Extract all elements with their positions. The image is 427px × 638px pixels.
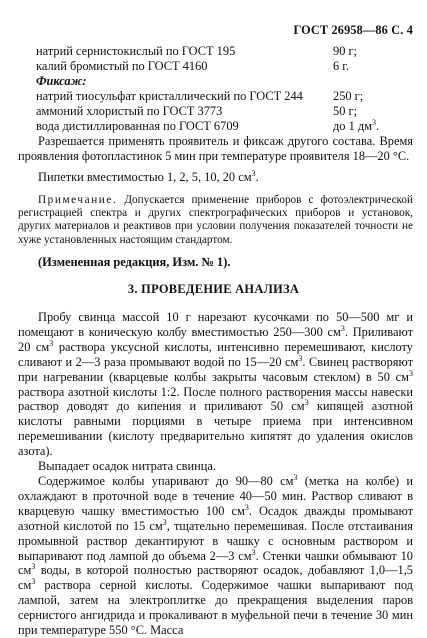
- value-text: до 1 дм: [333, 118, 373, 133]
- superscript: 3: [304, 398, 309, 408]
- paragraph-text: воды, в которой полностью растворяют осадок, добавляют 1,0—1,5 см: [18, 563, 413, 593]
- paragraph-text: Содержимое колбы упаривают до 90—80 см: [38, 473, 294, 488]
- paragraph-text: . Приливают 20 см: [18, 324, 413, 354]
- reagent-row: [36, 44, 397, 59]
- reagent-name: вода дистиллированная по ГОСТ 6709: [36, 118, 239, 133]
- reagent-value: 6 г.: [333, 58, 350, 73]
- reagent-row: [36, 104, 397, 119]
- page-header: ГОСТ 26958—86 С. 4: [293, 23, 413, 37]
- pipettes-paragraph: [18, 170, 413, 185]
- analysis-body: [18, 310, 413, 638]
- reagent-value: 90 г;: [333, 44, 358, 58]
- superscript: 3: [298, 353, 303, 363]
- paragraph-text: . Стенки чашки обмывают 10 см: [18, 548, 413, 578]
- superscript: 3: [244, 502, 249, 512]
- superscript: 3: [372, 117, 377, 127]
- paragraph: Выпадает осадок нитрата свинца.: [38, 459, 217, 474]
- superscript: 3: [31, 562, 36, 572]
- edition-note: (Измененная редакция, Изм. № 1).: [38, 255, 231, 269]
- paragraph-text: Разрешается применять проявитель и фиксаж другого состава. Время проявления фотопластинок 5 мин при температуре проявителя 18—20 °С.: [18, 134, 413, 163]
- paragraph-text: . Осадок дважды промывают азотной кислотой по 15 см: [18, 503, 413, 533]
- reagent-value: 50 г;: [333, 103, 358, 118]
- reagent-row: [36, 119, 397, 134]
- value-text: .: [376, 118, 380, 133]
- reagent-name: калий бромистый по ГОСТ 4160: [36, 58, 208, 73]
- section-title: 3. ПРОВЕДЕНИЕ АНАЛИЗА: [127, 282, 300, 296]
- reagent-row: [36, 59, 397, 74]
- superscript: 3: [49, 338, 54, 348]
- reagent-row: [36, 89, 397, 104]
- note-lead: Примечание.: [38, 194, 118, 206]
- superscript: 3: [340, 323, 345, 333]
- paragraph-text: . Свинец растворяют при нагревании (кварцевые колбы закрыты часовым стеклом) в 50 см: [18, 354, 413, 384]
- superscript: 3: [31, 577, 36, 587]
- reagent-value: 250 г;: [333, 88, 364, 103]
- reagent-name: натрий тиосульфат кристаллический по ГОСТ 244: [36, 88, 303, 103]
- paragraph-text: , тщательно перемешивая. После отстаивания промывной раствор декантируют в чашку с основным раствором и выпаривают под лампой до объема 2—3 см: [18, 518, 413, 563]
- reagent-name: аммоний хлористый по ГОСТ 3773: [36, 103, 223, 118]
- paragraph-text: Пипетки вместимостью 1, 2, 5, 10, 20 см: [38, 169, 252, 184]
- note-body: Допускается применение приборов с фотоэлектрической регистрацией спектра и других спектрографических приборов и установок, других материалов и реактивов при условии получения показателей точности не хуже установленных настоящим стандартом.: [18, 194, 413, 246]
- note-text: [18, 194, 413, 247]
- superscript: 3: [251, 168, 256, 178]
- paragraph-text: (метка на колбе) и охлаждают в проточной воде в течение 40—50 мин. Раствор сливают в кварцевую чашку вместимостью 100 см: [18, 473, 413, 518]
- reagent-value: [333, 119, 397, 134]
- note: [18, 194, 413, 247]
- paragraph: [18, 474, 413, 638]
- superscript: 3: [409, 368, 413, 378]
- paragraph-text: .: [255, 169, 259, 184]
- paragraph-text: раствора серной кислоты. Содержимое чашки выпаривают под лампой, затем на электроплитке до прекращения выделения паров сернистого ангидрида и прокаливают в муфельной печи в течение 30 мин при температуре 550 °С. Масса: [18, 578, 413, 638]
- paragraph-text: раствора азотной кислоты 1:2. После полного растворения массы навески раствор доводят до кипения и приливают 50 см: [18, 384, 413, 414]
- superscript: 3: [162, 517, 167, 527]
- paragraph-text: кипящей азотной кислоты равными порциями в четыре приема при интенсивном перемешивании (кислоту предварительно кипятят до удаления окислов азота).: [18, 399, 414, 459]
- paragraph-text: Пробу свинца массой 10 г нарезают кусочками по 50—500 мг и помещают в коническую колбу вместимостью 250—300 см: [18, 310, 413, 339]
- superscript: 3: [251, 547, 256, 557]
- allowed-paragraph: [18, 134, 413, 185]
- reagent-name: натрий сернистокислый по ГОСТ 195: [36, 44, 236, 58]
- paragraph-text: раствора уксусной кислоты, интенсивно перемешивают, кислоту сливают и 2—3 раза промывают водой по 15—20 см: [18, 339, 413, 369]
- fixer-heading: Фиксаж:: [36, 73, 87, 88]
- superscript: 3: [293, 472, 298, 482]
- paragraph: [18, 310, 413, 459]
- reagent-list: [36, 44, 397, 133]
